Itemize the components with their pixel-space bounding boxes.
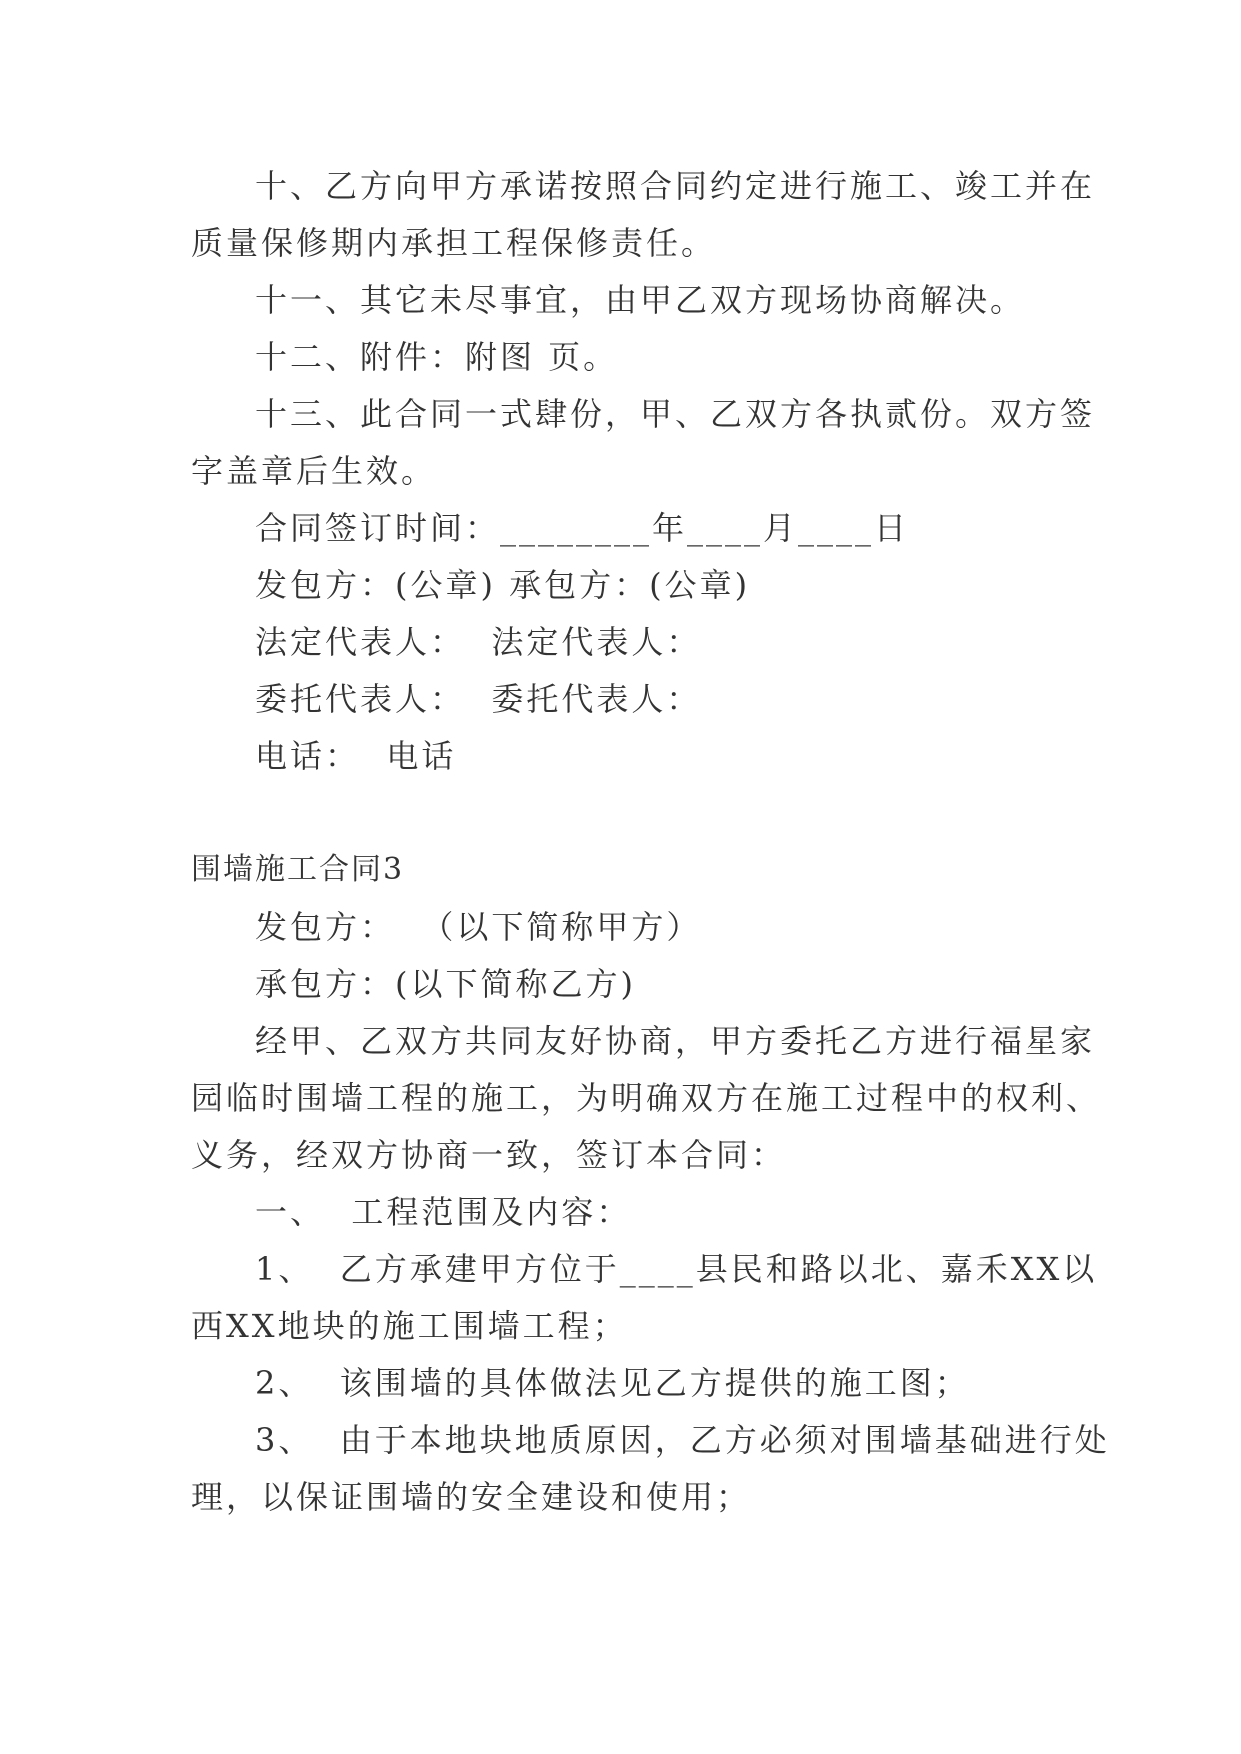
item-3-line-1: 3、 由于本地块地质原因，乙方必须对围墙基础进行处 xyxy=(255,1421,1110,1459)
clause-13-line-1: 十三、此合同一式肆份，甲、乙双方各执贰份。双方签 xyxy=(255,395,1096,433)
phone-line: 电话： 电话 xyxy=(255,737,457,775)
signing-date-line: 合同签订时间：________年____月____日 xyxy=(255,509,910,547)
party-seal-line: 发包方：(公章) 承包方：(公章) xyxy=(255,566,751,604)
preamble-line-2: 园临时围墙工程的施工，为明确双方在施工过程中的权利、 xyxy=(191,1079,1102,1117)
clause-10-line-1: 十、乙方向甲方承诺按照合同约定进行施工、竣工并在 xyxy=(255,167,1096,205)
contract-3-title: 围墙施工合同3 xyxy=(191,852,405,887)
clause-13-line-2: 字盖章后生效。 xyxy=(191,452,437,490)
clause-12: 十二、附件：附图 页。 xyxy=(255,338,619,376)
item-2: 2、 该围墙的具体做法见乙方提供的施工图； xyxy=(255,1364,970,1402)
item-1-line-1: 1、 乙方承建甲方位于____县民和路以北、嘉禾XX以 xyxy=(255,1250,1098,1288)
item-3-line-2: 理，以保证围墙的安全建设和使用； xyxy=(191,1478,752,1516)
preamble-line-3: 义务，经双方协商一致，签订本合同： xyxy=(191,1136,787,1174)
item-1-line-2: 西XX地块的施工围墙工程； xyxy=(191,1307,628,1345)
authorized-representative-line: 委托代表人： 委托代表人： xyxy=(255,680,702,718)
preamble-line-1: 经甲、乙双方共同友好协商，甲方委托乙方进行福星家 xyxy=(255,1022,1096,1060)
party-b-line: 承包方：(以下简称乙方) xyxy=(255,965,636,1003)
legal-representative-line: 法定代表人： 法定代表人： xyxy=(255,623,702,661)
section-1-heading: 一、 工程范围及内容： xyxy=(255,1193,632,1231)
party-a-line: 发包方： （以下简称甲方） xyxy=(255,908,702,946)
clause-10-line-2: 质量保修期内承担工程保修责任。 xyxy=(191,224,717,262)
clause-11: 十一、其它未尽事宜，由甲乙双方现场协商解决。 xyxy=(255,281,1026,319)
